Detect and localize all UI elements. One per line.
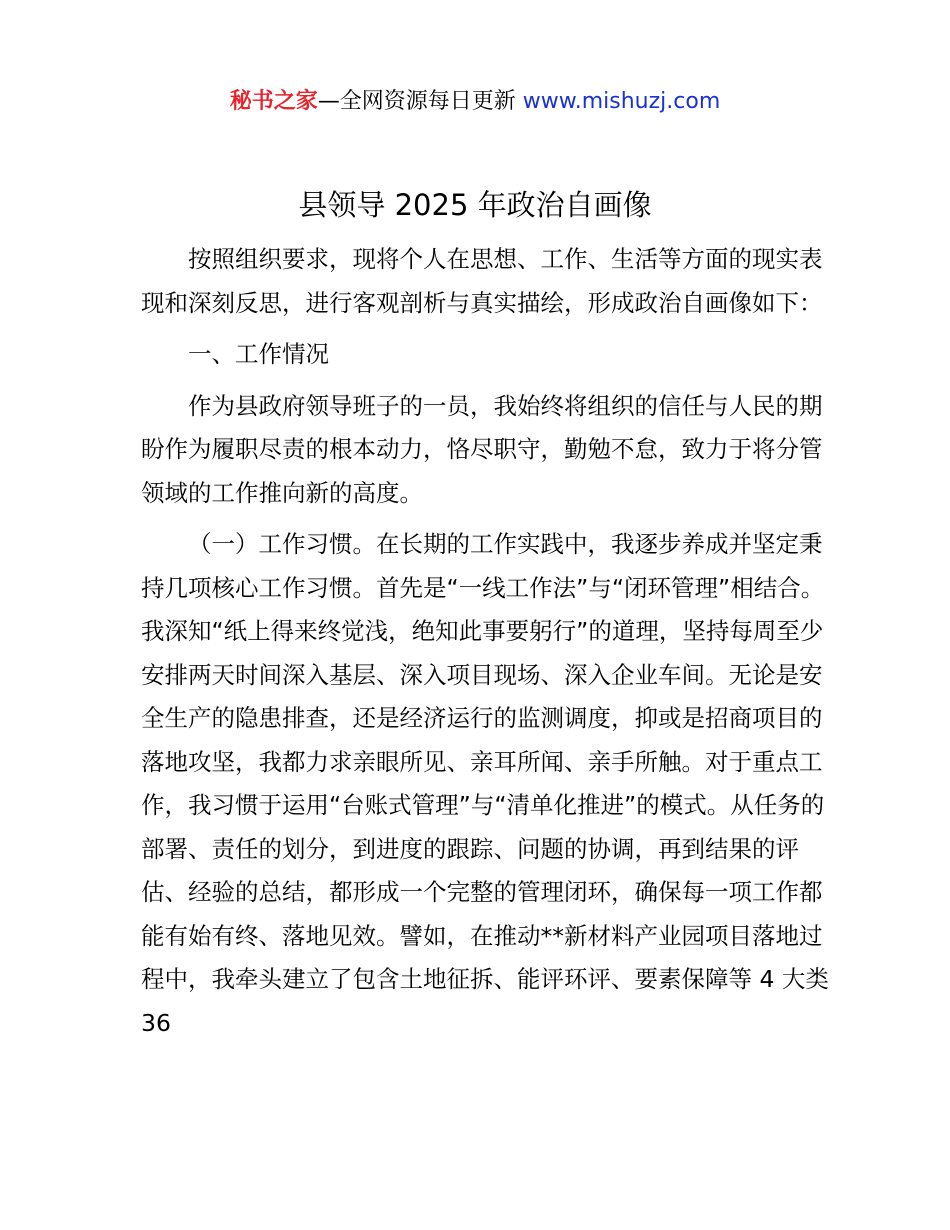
body-paragraph: （一）工作习惯。在长期的工作实践中，我逐步养成并坚定秉持几项核心工作习惯。首先是“一线工作法”与“闭环管理”相结合。我深知“纸上得来终觉浅，绝知此事要躬行”的道理，坚持每周至少安排两天时间深入基层、深入项目现场、深入企业车间。无论是安全生产的隐患排查，还是经济运行的监测调度，抑或是招商项目的落地攻坚，我都力求亲眼所见、亲耳所闻、亲手所触。对于重点工作，我习惯于运用“台账式管理”与“清单化推进”的模式。从任务的部署、责任的划分，到进度的跟踪、问题的协调，再到结果的评估、经验的总结，都形成一个完整的管理闭环，确保每一项工作都能有始有终、落地见效。譬如，在推动**新材料产业园项目落地过程中，我牵头建立了包含土地征拆、能评环评、要素保障等 4 大类 36 — [141, 530, 829, 1037]
site-url-link[interactable]: www.mishuzj.com — [522, 89, 721, 114]
site-tagline: —全网资源每日更新 — [317, 89, 523, 114]
body-paragraph: 作为县政府领导班子的一员，我始终将组织的信任与人民的期盼作为履职尽责的根本动力，恪尽职守，勤勉不怠，致力于将分管领域的工作推向新的高度。 — [141, 391, 823, 507]
section-heading: 一、工作情况 — [188, 340, 329, 368]
intro-paragraph: 按照组织要求，现将个人在思想、工作、生活等方面的现实表现和深刻反思，进行客观剖析与真实描绘，形成政治自画像如下： — [141, 245, 823, 317]
site-header — [0, 86, 950, 118]
site-brand: 秘书之家 — [229, 89, 318, 114]
document-body — [141, 238, 831, 1045]
document-title: 县领导 2025 年政治自画像 — [298, 188, 652, 222]
